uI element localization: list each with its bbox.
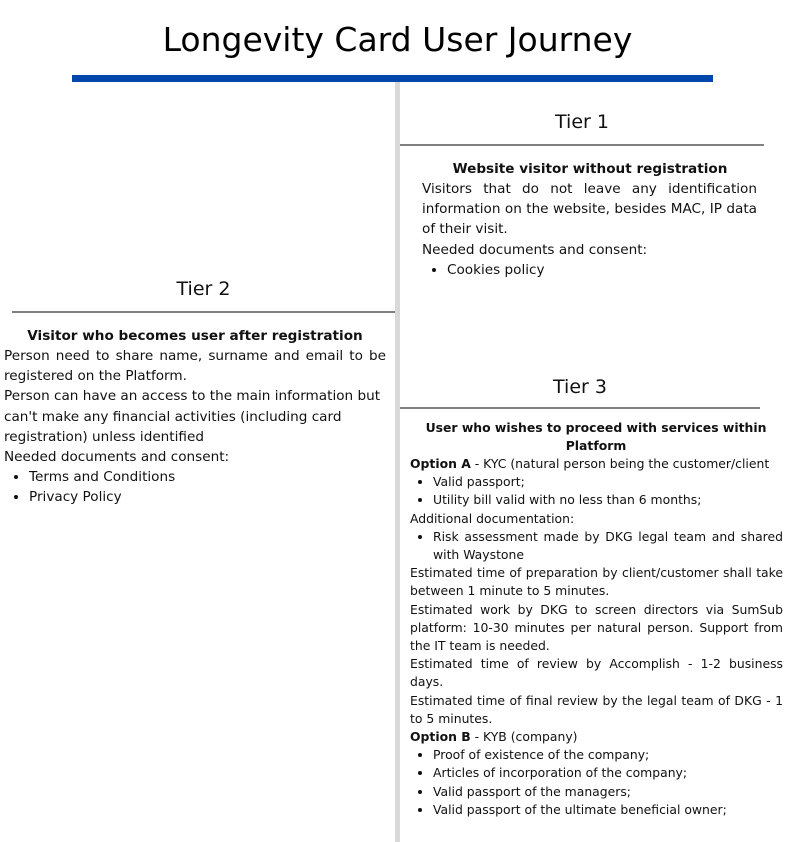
tier3-subtitle: User who wishes to proceed with services within Platform [425, 420, 767, 454]
option-a-line [410, 455, 783, 473]
tier2-doc-item: • Privacy Policy [29, 487, 386, 507]
option-b-doc-item: • Valid passport of the managers; [433, 783, 783, 801]
tier1-docs-list [422, 260, 757, 280]
tier1-paragraph: Visitors that do not leave any identification information on the website, besides MAC, IP data of their visit. [422, 181, 757, 238]
tier2-paragraph-1: Person need to share name, surname and email to be registered on the Platform. [4, 348, 386, 385]
tier1-body [422, 179, 757, 280]
tier1-subtitle: Website visitor without registration [452, 161, 728, 177]
vertical-divider [395, 82, 400, 842]
option-a-note: Estimated time of review by Accomplish - 1-2 business days. [410, 656, 783, 690]
title-underline-bar [72, 75, 713, 82]
option-a-docs-list [410, 473, 783, 509]
option-b-docs-list [410, 746, 783, 819]
tier2-body [4, 346, 386, 508]
option-b-line [410, 728, 783, 746]
tier1-divider [400, 144, 764, 146]
tier1-heading: Tier 1 [555, 111, 609, 133]
option-a-additional-item: • Risk assessment made by DKG legal team and shared with Waystone [433, 528, 783, 564]
tier2-doc-item: • Terms and Conditions [29, 467, 386, 487]
option-a-doc-item: • Utility bill valid with no less than 6 months; [433, 491, 783, 509]
option-a-additional-list [410, 528, 783, 564]
option-a-note: Estimated time of preparation by client/customer shall take between 1 minute to 5 minutes. [410, 565, 783, 599]
option-b-doc-item: • Valid passport of the ultimate beneficial owner; [433, 801, 783, 819]
option-b-doc-item: • Articles of incorporation of the company; [433, 764, 783, 782]
tier1-doc-item: • Cookies policy [447, 260, 757, 280]
tier2-docs-label: Needed documents and consent: [4, 449, 230, 466]
tier3-divider [400, 407, 760, 409]
tier3-body [410, 455, 783, 819]
tier1-docs-label: Needed documents and consent: [422, 241, 648, 258]
tier2-subtitle: Visitor who becomes user after registration [27, 328, 363, 344]
option-a-note: Estimated work by DKG to screen directors via SumSub platform: 10-30 minutes per natural person. Support from the IT team is needed. [410, 601, 783, 654]
option-b-doc-item: • Proof of existence of the company; [433, 746, 783, 764]
option-b-text: - KYB (company) [470, 729, 578, 745]
option-a-label: Option A [410, 456, 471, 471]
option-b-label: Option B [410, 729, 471, 745]
tier2-heading: Tier 2 [176, 278, 231, 300]
page-title: Longevity Card User Journey [162, 20, 633, 59]
tier3-heading: Tier 3 [553, 376, 607, 398]
tier2-paragraph-2: Person can have an access to the main information but can't make any financial activities (including card registration) unless identified [4, 388, 381, 445]
tier2-docs-list [4, 467, 386, 507]
option-a-doc-item: • Valid passport; [433, 473, 783, 491]
option-a-note: Estimated time of final review by the legal team of DKG - 1 to 5 minutes. [410, 692, 783, 726]
option-a-additional-label: Additional documentation: [410, 510, 575, 526]
tier2-divider [12, 311, 395, 313]
option-a-text: - KYC (natural person being the customer/client [470, 456, 770, 471]
